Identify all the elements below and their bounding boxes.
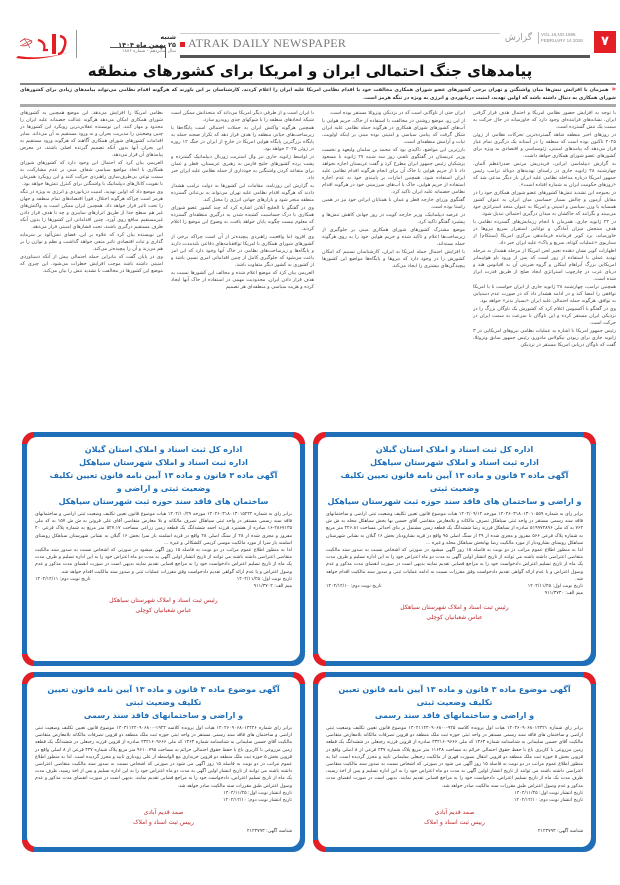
article-column — [171, 110, 314, 432]
legal-notice-siahkal-2 — [22, 432, 305, 666]
page-number: ۷ — [594, 31, 616, 53]
legal-notice-qazvin-1 — [313, 672, 596, 852]
second-publish-date: تاریخ انتشار نوبت دوم: ۱۴۰۴/۱۲/۱۰ — [514, 798, 583, 804]
ad-body-notice: لذا به منظور اطلاع عموم مراتب در دو نوبت به فاصله ۱۵ روز آگهی میشود در صورتی که اشخاص نسبت به صدور سند مالکیت متقاضی اعتراضی داشته باشند می توانند از تاریخ انتشار اولین آگهی به مدت دو ماه اعتراض خود را به این اداره تسلیم و ظرف مدت یک ماه از تاریخ تسلیم اعتراض دادخواست خود را به مراجع قضایی تقدیم نمایند بدیهی است در صورت انقضای مدت مذکور و عدم وصول اعتراض و یا عدم ارائه گواهی تقدیم دادخواست وفق مقررات نسبت به ادامه عملیات ثبتی و صدور سند مالکیت اقدام خواهد شد. — [326, 548, 583, 582]
article-columns — [20, 110, 616, 432]
ad-content — [27, 677, 300, 847]
second-publish-date: تاریخ نوبت دوم: ۱۴۰۴/۱۲/۱۱ — [35, 576, 91, 582]
headline: پیامدهای جنگ احتمالی ایران و امریکا برای کشورهای منطقه — [87, 62, 533, 80]
first-publish-date: تاریخ انتشار نوبت اول: ۱۴۰۴/۱۱/۲۵ — [514, 790, 583, 796]
ad-titles — [326, 443, 583, 508]
ad-body-notice: لذا به منظور اطلاع عموم مراتب در دو نوبت به فاصله ۱۵ روز آگهی میشود در صورتی که اشخاص نسبت به صدور سند مالکیت متقاضی اعتراضی داشته باشند می توانند از تاریخ انتشار اولین آگهی به مدت دو ماه اعتراض خود را به این اداره تسلیم و ظرف مدت یک ماه از تاریخ تسلیم اعتراض دادخواست خود را به مراجع قضایی تقدیم نمایند بدیهی است در صورت انقضای مدت مذکور و عدم وصول اعتراض و یا عدم ارائه گواهی تقدیم دادخواست وفق مقررات عملیات ثبتی و صدور سند مالکیت اقدام خواهد شد. — [35, 548, 292, 575]
article-paragraph: در عرصه دیپلماتیک، وزیر خارجه کویت در روز جهانی کاهش تنش‌ها و پیشبرد گفتگو تاکید کرد. — [322, 212, 465, 225]
ad-title-line: اداره ثبت اسناد و املاک شهرستان سیاهکل — [370, 458, 539, 467]
ad-body: برابر رای شماره ۱۴۰۴۶۰۹۰۶۸۰۱۴۴۲۶ هیات اول پرونده کلاسه ۱۹۲۴-۱۴۰۳۱۱۴۴۰۹۰۶۸۰۰ موضوع قانون تعیین تکلیف وضعیت ثبتی اراضی و ساختمان های فاقد سند رسمی مستقر در واحد ثبتی حوزه ثبت ملک منطقه دو قزوین تصرفات مالکانه بلامعارض متقاضی مالکیت آقای حسین سلیمانی به شناسنامه شماره ۱۳۶۳ کد ملی ۴۳۲۱۶۰۹۶۶۶ صادره از قزوین فرزند رجبعلی در ششدانگ یک قطعه زمین مزروعی با کاربری باغ با حفظ حقوق احتمالی حرائم به مساحت ۹۶۱۰.۷۹۵ متر مربع پلاک شماره ۴۳۷ فرعی از ۸ اصلی واقع در قزوین بخش ۵ حوزه ثبت ملک منطقه دو قزوین خریداری مع الواسطه از علی رودباری تایید و محرز گردیده است. لذا به منظور اطلاع عموم مراتب در دو نوبت به فاصله ۱۵ روز آگهی می شود در صورتی که اشخاص نسبت به صدور سند مالکیت متقاضی اعتراضی داشته باشند می توانند از تاریخ انتشار اولین آگهی به مدت دو ماه اعتراض خود را به این اداره تسلیم و پس از اخذ رسید، ظرف مدت یک ماه از تاریخ تسلیم اعتراض، دادخواست خود را به مراجع قضایی تقدیم نمایند. بدیهی است در صورت انقضای مدت مذکور و عدم وصول اعتراض طبق مقررات سند مالکیت صادر خواهد شد. — [35, 726, 293, 789]
persian-date: ۲۵ بهمن ماه ۱۴۰۴ — [118, 41, 176, 49]
article-paragraph: همچنین ترامپ، چهارشنبه ۲۸ ژانویه جاری از ایران خواست تا با امریکا توافقی را امضا کند و در ادامه هشدار داد که در صورت عدم دستیابی به توافق، هرگونه حمله احتمالی علیه ایران «بسیار بدتر» خواهد بود. — [473, 284, 616, 304]
ad-title-line: آگهی ماده ۳ قانون و ماده ۱۳ آیین نامه قانون تعیین تکلیف وضعیت ثبتی و اراضی و — [49, 471, 278, 493]
article-paragraph: همچنین هرگونه واکنش ایران به حملات احتمالی است پایگاه‌ها یا زیرساخت‌های حیاتی منطقه را هدف قرار دهد که تکرار صحنه حمله به پایگاه بزرگترین پایگاه هوایی امریکا در خارج از ایران در جنگ ۱۲ روزه در ژوئن ۲۰۲۵ خواهد بود. — [171, 125, 314, 152]
ad-title-line: و اراضی و ساختمانهای فاقد سند رسمی — [83, 711, 244, 720]
date-block — [76, 33, 176, 54]
article-paragraph: وی در گفتگو با آکسیوس اعلام کرد که کشورش یک ناوگان بزرگ را در نزدیکی ایران مستقر کرده و این ناوگان با سرعت به سمت ایران در حرکت است. — [473, 306, 616, 326]
volume-number: VOL.16,NO.1886 — [541, 32, 576, 37]
ad-title-line: و اراضی و ساختمانهای فاقد سند رسمی — [374, 711, 535, 720]
article-paragraph: در روزهای اخیر منطقه شاهد گسترده‌ترین تحرکات نظامی از ژوئن ۲۰۲۵ تاکنون بوده است که منطقه را در آستانه یک درگیری تمام عیار قرار می‌دهد که پیامدهای امنیتی، ژئوسیاسی و اقتصادی به ویژه برای کشورهای عضو شورای همکاری خواهد داشت. — [473, 132, 616, 159]
masthead — [0, 28, 620, 58]
ad-code: میم الف: ۹۱۱/۳۷۳۰ — [544, 591, 583, 597]
first-publish-date: تاریخ نوبت اول: ۱۴۰۴/۱۱/۲۵ — [527, 584, 583, 590]
weekday: شنبه — [160, 33, 176, 41]
ad-title-line: و اراضی و ساختمان های فاقد سند حوزه ثبت شهرستان سیاهکل — [327, 497, 582, 506]
article-paragraph: با توجه به افزایش حضور نظامی امریکا و احتمال هدف قرار گرفتن ایران، نشانه‌های فزاینده‌ای وجود دارد که خاورمیانه در حال حرکت به سمت یک تنش گسترده است. — [473, 110, 616, 130]
logo-divider — [76, 30, 77, 58]
article-paragraph: از این رو، موضع روشنی در مخالفت با استفاده از خاک، حریم هوایی یا آب‌های کشورهای شورای همکاری در هرگونه حمله نظامی علیه ایران شکل گرفت که پیامی سیاسی و امنیتی بوده مبنی بر اینکه اولویت، ثبات و آرامش منطقه‌ای است. — [322, 118, 465, 145]
signatory-name: صمد قدیم آبادی — [434, 809, 475, 817]
article-paragraph: با افزایش احتمال حمله امریکا به ایران، کارشناسان تسنیم که امکان کشورش را در وجود دارد که نیروها و پایگاه‌ها مواضع این کشورها پیچیدگی‌های بیشتری را ایجاد می‌کند. — [322, 249, 465, 269]
lead-paragraph — [20, 86, 616, 102]
signatory-name: عباس شعبانیان کوچلی — [135, 607, 192, 615]
ad-code: میم الف: ۹۱۱/۳۷۰۲ — [253, 584, 292, 590]
article-column — [473, 110, 616, 432]
legal-notice-siahkal-1 — [313, 432, 596, 666]
article-column — [322, 110, 465, 432]
second-publish-date: تاریخ انتشار نوبت دوم: ۱۴۰۴/۱۲/۱۰ — [223, 798, 292, 804]
section-label: گزارش — [504, 33, 532, 43]
signatory-title: رئیس ثبت اسناد و املاک شهرستان سیاهکل — [109, 597, 218, 605]
ad-title-line: آگهی موضوع ماده ۳ قانون و ماده ۱۳ آیین نامه قانون تعیین تکلیف وضعیت ثبتی — [47, 685, 280, 707]
masthead-bar — [180, 55, 590, 58]
article-paragraph: در اواسط ژانویه جاری نیز وال استریت ژورنال دیپلماتیک گسترده و پشت پرده کشورهای خلیج فارس به رهبری عربستان، قطر و عمان برای متقاعد کردن واشنگتن به خودداری از حمله نظامی علیه ایران خبر داد. — [171, 154, 314, 181]
first-publish-date: تاریخ انتشار نوبت اول: ۱۴۰۴/۱۱/۲۵ — [223, 790, 292, 796]
article-paragraph: نظامی امریکا را افزایش می‌دهد. این موضع همچنین به کشورهای شورای همکاری امکان می‌دهد هرگونه عدالت خصمانه علیه ایران را محدود و مهار کنند. این نویسنده عقلانی‌ترین رویکرد این کشورها در چنین وضعیتی را مدیریت بحران و نه ورود مستقیم به آن می‌داند. سایر اقدامات کشورهای شورای همکاری آگاهند که هرگونه ورود مستقیم به این بحران آنها بدون آنکه تصمیم گیرنده اصلی باشند، در معرض پیامدهای آن قرار می‌دهد. — [20, 110, 163, 158]
ad-code: شناسه آگهی: ۲۱۲۳۷۹۳ — [247, 829, 292, 835]
ad-title-line: آگهی موضوع ماده ۳ قانون و ماده ۱۳ آیین نامه قانون تعیین تکلیف وضعیت ثبتی — [338, 685, 571, 707]
ad-title-line: اداره کل ثبت اسناد و املاک استان گیلان — [375, 445, 534, 454]
volume-info — [538, 32, 590, 44]
article-paragraph: با ایران است و از طرفی دیگر امریکا می‌داند که متحدانش ممکن است شبکه اتحادهای منطقه را با شوکهای جدی روبه‌رو سازد. — [171, 110, 314, 123]
article-paragraph: وی در گفتگو با الخلیج آنلاین اشاره کرد که چند کشور عضو شورای همکاری با درک حساسیت کشیده شدن به درگیری منطقه‌ای گسترده که معلوم نیست چگونه پایان خواهد یافت، به وضوح این موضع را اعلام کردند. — [171, 205, 314, 232]
atrak-logo — [12, 30, 74, 62]
brand-square-icon — [180, 42, 185, 47]
article-paragraph: به گزارش دیپلماسی ایرانی، فریدریش مرتس صدراعظم آلمان، چهارشنبه ۲۸ ژانویه جاری در راستای تهدیدهای دونالد ترامپ رئیس جمهور امریکا درباره مداخله نظامی علیه ایران بار دیگر مدعی شد که «روزهای حکومت ایران به شماره افتاده است». — [473, 161, 616, 188]
signatory-name: صمد قدیم آبادی — [143, 809, 184, 817]
ad-titles — [35, 443, 292, 508]
chevron-icon: « — [611, 85, 616, 93]
article-paragraph: در بحبوحه این تشدید تنش‌ها کشورهای عضو شورای همکاری خود را در مقابل آزمون و چالش بسیار حساسی میان ایران به عنوان کشور همسایه با وزن سیاسی و امنیتی و امریکا به عنوان متحد استراتژی خود می‌بینند و نگرانند که خاکشان به میدان درگیری احتمالی تبدیل شود. — [473, 190, 616, 217]
article-paragraph: گفتگوی وزرای خارجه قطر و عمان با همتایان ایرانی خود نیز در همین راستا بوده است. — [322, 197, 465, 210]
article-paragraph: ایران حتی از ناوگانی است که در نزدیکی ونزوئلا مستقر بوده است. — [329, 110, 465, 116]
ad-title-line: اداره ثبت اسناد و املاک شهرستان سیاهکل — [79, 458, 248, 467]
article-paragraph: بارزترین این مواضع، تاکیدی بود که محمد بن سلمان ولیعهد و نخست وزیر عربستان در گفتگوی تلفنی روز سه شنبه ۲۷ ژانویه با مسعود پزشکیان رئیس جمهور ایران مطرح کرد و گفت عربستان اجازه نخواهد داد تا از حریم هوایی یا خاک آن برای انجام هرگونه اقدام نظامی علیه ایران استفاده شود. همچنین امارات بر پایبندی خود به عدم اجازه استفاده از حریم هوایی، خاک یا آب‌های سرزمینی خود در هرگونه اقدام نظامی خصمانه علیه ایران تاکید کرد. — [322, 147, 465, 195]
first-publish-date: تاریخ نوبت اول: ۱۴۰۴/۱۱/۲۵ — [236, 576, 292, 582]
ad-content — [318, 437, 591, 661]
ad-title-line: آگهی ماده ۳ قانون و ماده ۱۳ آیین نامه قانون تعیین تکلیف وضعیت ثبتی — [340, 471, 569, 493]
legal-notice-qazvin-2 — [22, 672, 305, 852]
ad-body: برابر رای شماره ۱۴۰۴۶۰۹۰۶۸۰۱۴۴۲۱ هیات اول پرونده کلاسه ۹۲۵-۱۴۰۴۱۱۴۴۰۹۰۶۸۰۰ موضوع قانون تعیین تکلیف وضعیت ثبتی اراضی و ساختمان های فاقد سند رسمی مستقر در واحد ثبتی حوزه ثبت ملک منطقه دو قزوین تصرفات مالکانه بلامعارض متقاضی مالکیت آقای حسین سلیمانی به شناسنامه شماره ۱۳۶۳ کد ملی ۴۳۲۱۶۰۹۶۶۶ صادره از قزوین فرزند رجبعلی در ششدانگ یک قطعه زمین مزروعی با کاربری باغ با حفظ حقوق احتمالی حرائم به مساحت ۱۱۶۲۸ متر مربع پلاک شماره ۴۳۷ فرعی از ۸ اصلی واقع در قزوین بخش ۵ حوزه ثبت ملک منطقه دو قزوین انتقال بصورت قهری از مالکیت رجبعلی سلیمانی تایید و محرز گردیده است. لذا به منظور اطلاع عموم مراتب در دو نوبت به فاصله ۱۵ روز آگهی می شود در صورتی که اشخاص نسبت به صدور سند مالکیت متقاضی اعتراضی داشته باشند می توانند از تاریخ انتشار اولین آگهی به مدت دو ماه اعتراض خود را به این اداره تسلیم و پس از اخذ رسید، ظرف مدت یک ماه از تاریخ تسلیم اعتراض، دادخواست خود را به مراجع قضایی تقدیم نمایند. بدیهی است در صورت انقضای مدت مذکور و عدم وصول اعتراض طبق مقررات سند مالکیت صادر خواهد شد. — [326, 726, 584, 789]
article-paragraph: وی موضع داد که اولین تهدید، امنیت دریانوردی و انرژی به ویژه در تنگه هرمز است چراکه هرگونه اختلال، فورا اقتصادهای تمام منطقه و جهان را تحت تاثیر قرار خواهد داد. همچنین ایران ممکن است به واکنش‌های غیر هم سطح جدا از طریق ابزارهای سایبری و چه با هدف قرار دادن غیرمستقیم منافع روی آورد. چنین اقداماتی این کشورها را بدون آنکه طرف مستقیم درگیری باشند، تحت فشارهای امنیتی قرار می‌دهد. — [20, 189, 163, 230]
lead-divider-bottom — [20, 104, 616, 107]
ad-body: برابر رای به شماره ۱۴۰۴۶۰۳۱۸۰۱۳۰۱۵۲۲۲ مورخه ۱۴۰۴/۱۰/۲۹ هیات موضوع قانون تعیین تکلیف وضعیت ثبتی اراضی و ساختمانهای فاقد سند رسمی مستقر در واحد ثبتی سیاهکل تصرف مالکانه و بلا معارض متقاضی آقای علی فروتن به ش ش ۱۵۷ به کد ملی ۲۸۶۷۱۳۵-۱۶ صادره از هشتپرد فرزند احمد ششدانگ یک قطعه زمین زراعی مساحت ۵۲۷.۱۷ متر مربع به شماره پلاک فرعی ۴۰ مفروز و مجزی شده از ۴۸ از سنگ اصلی ۴۸ واقع در قریه اسلمند یار سرا بخش ۱۶ گیلان به نشانی شهرستان سیاهکل روستای اسلمند یار سرا از مورد مالکیت موسی کریمی کلشکالی و غیره ... — [35, 512, 293, 546]
second-publish-date: تاریخ نوبت دوم: ۱۴۰۴/۱۲/۱۰ — [326, 584, 382, 590]
newspaper-name — [180, 36, 346, 51]
lead-divider-top — [20, 83, 616, 85]
article-paragraph: العریمی بیان کرد که موضع اعلام شده و مخالف این کشورها نسبت به هدف قرار دادن ایران، محدودیت مهمی در استفاده از خاک آنها ایجاد کرده و هزینه سیاسی و منطقه‌ای هر تصمیم — [171, 270, 314, 290]
article-paragraph: به گزارش این روزنامه، مقامات این کشورها به دولت ترامپ هشدار دادند که هرگونه اقدام نظامی علیه تهران می‌تواند به بی‌ثباتی گسترده منطقه منجر شود و بازارهای جهانی انرژی را مختل کند. — [171, 183, 314, 203]
ad-dates — [35, 576, 292, 583]
signatory-title: رییس ثبت اسناد و املاک — [133, 819, 194, 827]
article-paragraph: موضع مشترک کشورهای شورای همکاری مبنی بر جلوگیری از زیرساخت‌ها اعلام و تاکید شده و حریم هوایی خود را به روی هرگونه حمله بسته‌اند. — [322, 227, 465, 247]
article-paragraph: این نویسنده بیان کرد که علاوه بر این، فضای تنش‌آلود بر سرمایه گذاری و ثبات اقتصادی تاثیر منفی خواهد گذاشت و نظم و توازن را بر هم می‌زند و آن را پیچیده‌تر می‌کند. — [20, 232, 163, 252]
newspaper-name-text: ATRAK DAILY NEWSPAPER — [188, 36, 347, 50]
article-paragraph: العریمی بیان کرد که احتمال این وجود دارد که کشورهای شورای همکاری با اتخاذ مواضع سیاسی شفاف مبنی بر عدم مشارکت، به سمت نوعی بی‌طرف‌سازی راهبردی حرکت کنند و این رویکرد همزمان با تقویت کانال‌های دیپلماتیک با واشنگتن برای کنترل تنش‌ها خواهد بود. — [20, 160, 163, 187]
article-paragraph: وی افزود اما واقعیت راهبردی پیچیده‌تر از آن است چراکه برخی از کشورهای شورای همکاری با امریکا توافقنامه‌های دفاعی بلندمدت دارند و پایگاه‌ها و زیرساخت‌های نظامی در خاک آنها وجود دارد که این امر باعث می‌شود که جلوگیری کامل از چنین اقداماتی امری نسبی باشد و از کشوری به کشور دیگر متفاوت باشد. — [171, 234, 314, 268]
signatory-title: رییس ثبت اسناد و املاک — [424, 819, 485, 827]
masthead-divider — [180, 33, 500, 34]
article-column — [20, 110, 163, 432]
ad-title-line: ساختمان های فاقد سند حوزه ثبت شهرستان سیاهکل — [58, 497, 269, 506]
ad-body: برابر رای به شماره ۱۴۰۴۶۰۳۱۸۰۱۳۰۱۰۵۵۹ مورخه ۱۴۰۴/۰۹/۱۲ هیات موضوع قانون تعیین تکلیف وضعیت ثبتی اراضی و ساختمانهای فاقد سند رسمی مستقر در واحد ثبتی سیاهکل تصرف مالکانه و بلامعارض متقاضی آقای حسین بها بخش سیاهکل محله به ش ش ۷۶۴ به کد ملی ۵۱۹۹۷۴۸۹۶ صادره از سیاهکل فرزند رضا ششدانگ یک قطعه زمین مشتمل بر بنای احداثی مساحت ۲۲۶.۸۱ متر مربع به شماره پلاک فرعی ۵۶۶ مفروز و مجزی شده از ۴۹ از سنگ اصلی ۹۵ واقع در قریه بشارودبار بخش ۱۶ گیلان به نشانی شهرستان سیاهکل روستای بشارودبار از مورد مالکیت رضا بهابخش سیاهکل محله و غیره ... — [326, 512, 583, 546]
ad-titles — [326, 683, 583, 722]
article-paragraph: در ۲۴ ژانویه جاری، همزمان با انجام رزمایش‌های گسترده نظامی با هدف سنجش میزان آمادگی و توانایی استقرار سریع نیروها در خاورمیانه، برد کوپر فرمانده فرماندهی مرکزی امریکا (سنتکام) از سناریوی «عملیات کوتاه، سریع و پاک» علیه ایران خبر داد. — [473, 219, 616, 246]
article-paragraph: رئیس جمهور امریکا با اشاره به عملیات نظامی نیروهای امریکایی در ۳ ژانویه جاری برای ربودن نیکولاس مادورو، رئیس جمهور سابق ونزوئلا، گفت که ناوگان دریایی امریکا مستقر در نزدیکی — [473, 328, 616, 348]
article-paragraph: اظهارات کوپر نشان دهنده تغییر لحن امریکا از مرحله هشدار به مرحله تهدید عملی با استفاده از زور است که پس از ورود ناو هواپیمابر امریکایی بزرگ آبراهام لینکلن و گروه ضربتی آن به اقیانوس هند و دریای عرب در چارچوب استراتژی ایجاد صلح از طریق قدرت ابراز شده است. — [473, 248, 616, 282]
signatory-name: عباس شعبانیان کوچلی — [426, 614, 483, 622]
signatory-title: رئیس ثبت اسناد و املاک شهرستان سیاهکل — [400, 604, 509, 612]
issue-line: سال شانزدهم - شماره ۱۸۸۶ — [122, 49, 176, 54]
ad-dates — [326, 583, 583, 590]
ad-title-line: اداره کل ثبت اسناد و املاک استان گیلان — [84, 445, 243, 454]
ad-code: شناسه آگهی: ۲۱۲۳۷۹۳ — [538, 829, 583, 835]
ad-titles — [35, 683, 292, 722]
lead-text: همزمان با افزایش تنش‌ها میان واشنگتن و تهران برخی کشورهای عضو شورای همکاری مخالفت خود با اقدام نظامی امریکا علیه ایران را اعلام کردند. کارشناسان بر این باورند که هرگونه اقدام نظامی می‌تواند پیامدهای زیادی برای کشورهای شورای همکاری به دنبال داشته باشد که اولین تهدید، امنیت دریانوردی و انرژی به ویژه در تنگه هرمز است. — [20, 87, 616, 101]
article-paragraph: وی در پایان گفت که بنابراین حمله احتمالی پیش از آنکه دستاوردی امنیتی داشته باشد موجب افزایش خطرات می‌شود. این چیزی که موضع این کشورها در مخالفت با تشدید تنش را بیان می‌کند. — [20, 254, 163, 274]
ad-content — [27, 437, 300, 661]
ad-content — [318, 677, 591, 847]
english-date: FEBRUARY 14 2026 — [541, 38, 583, 43]
